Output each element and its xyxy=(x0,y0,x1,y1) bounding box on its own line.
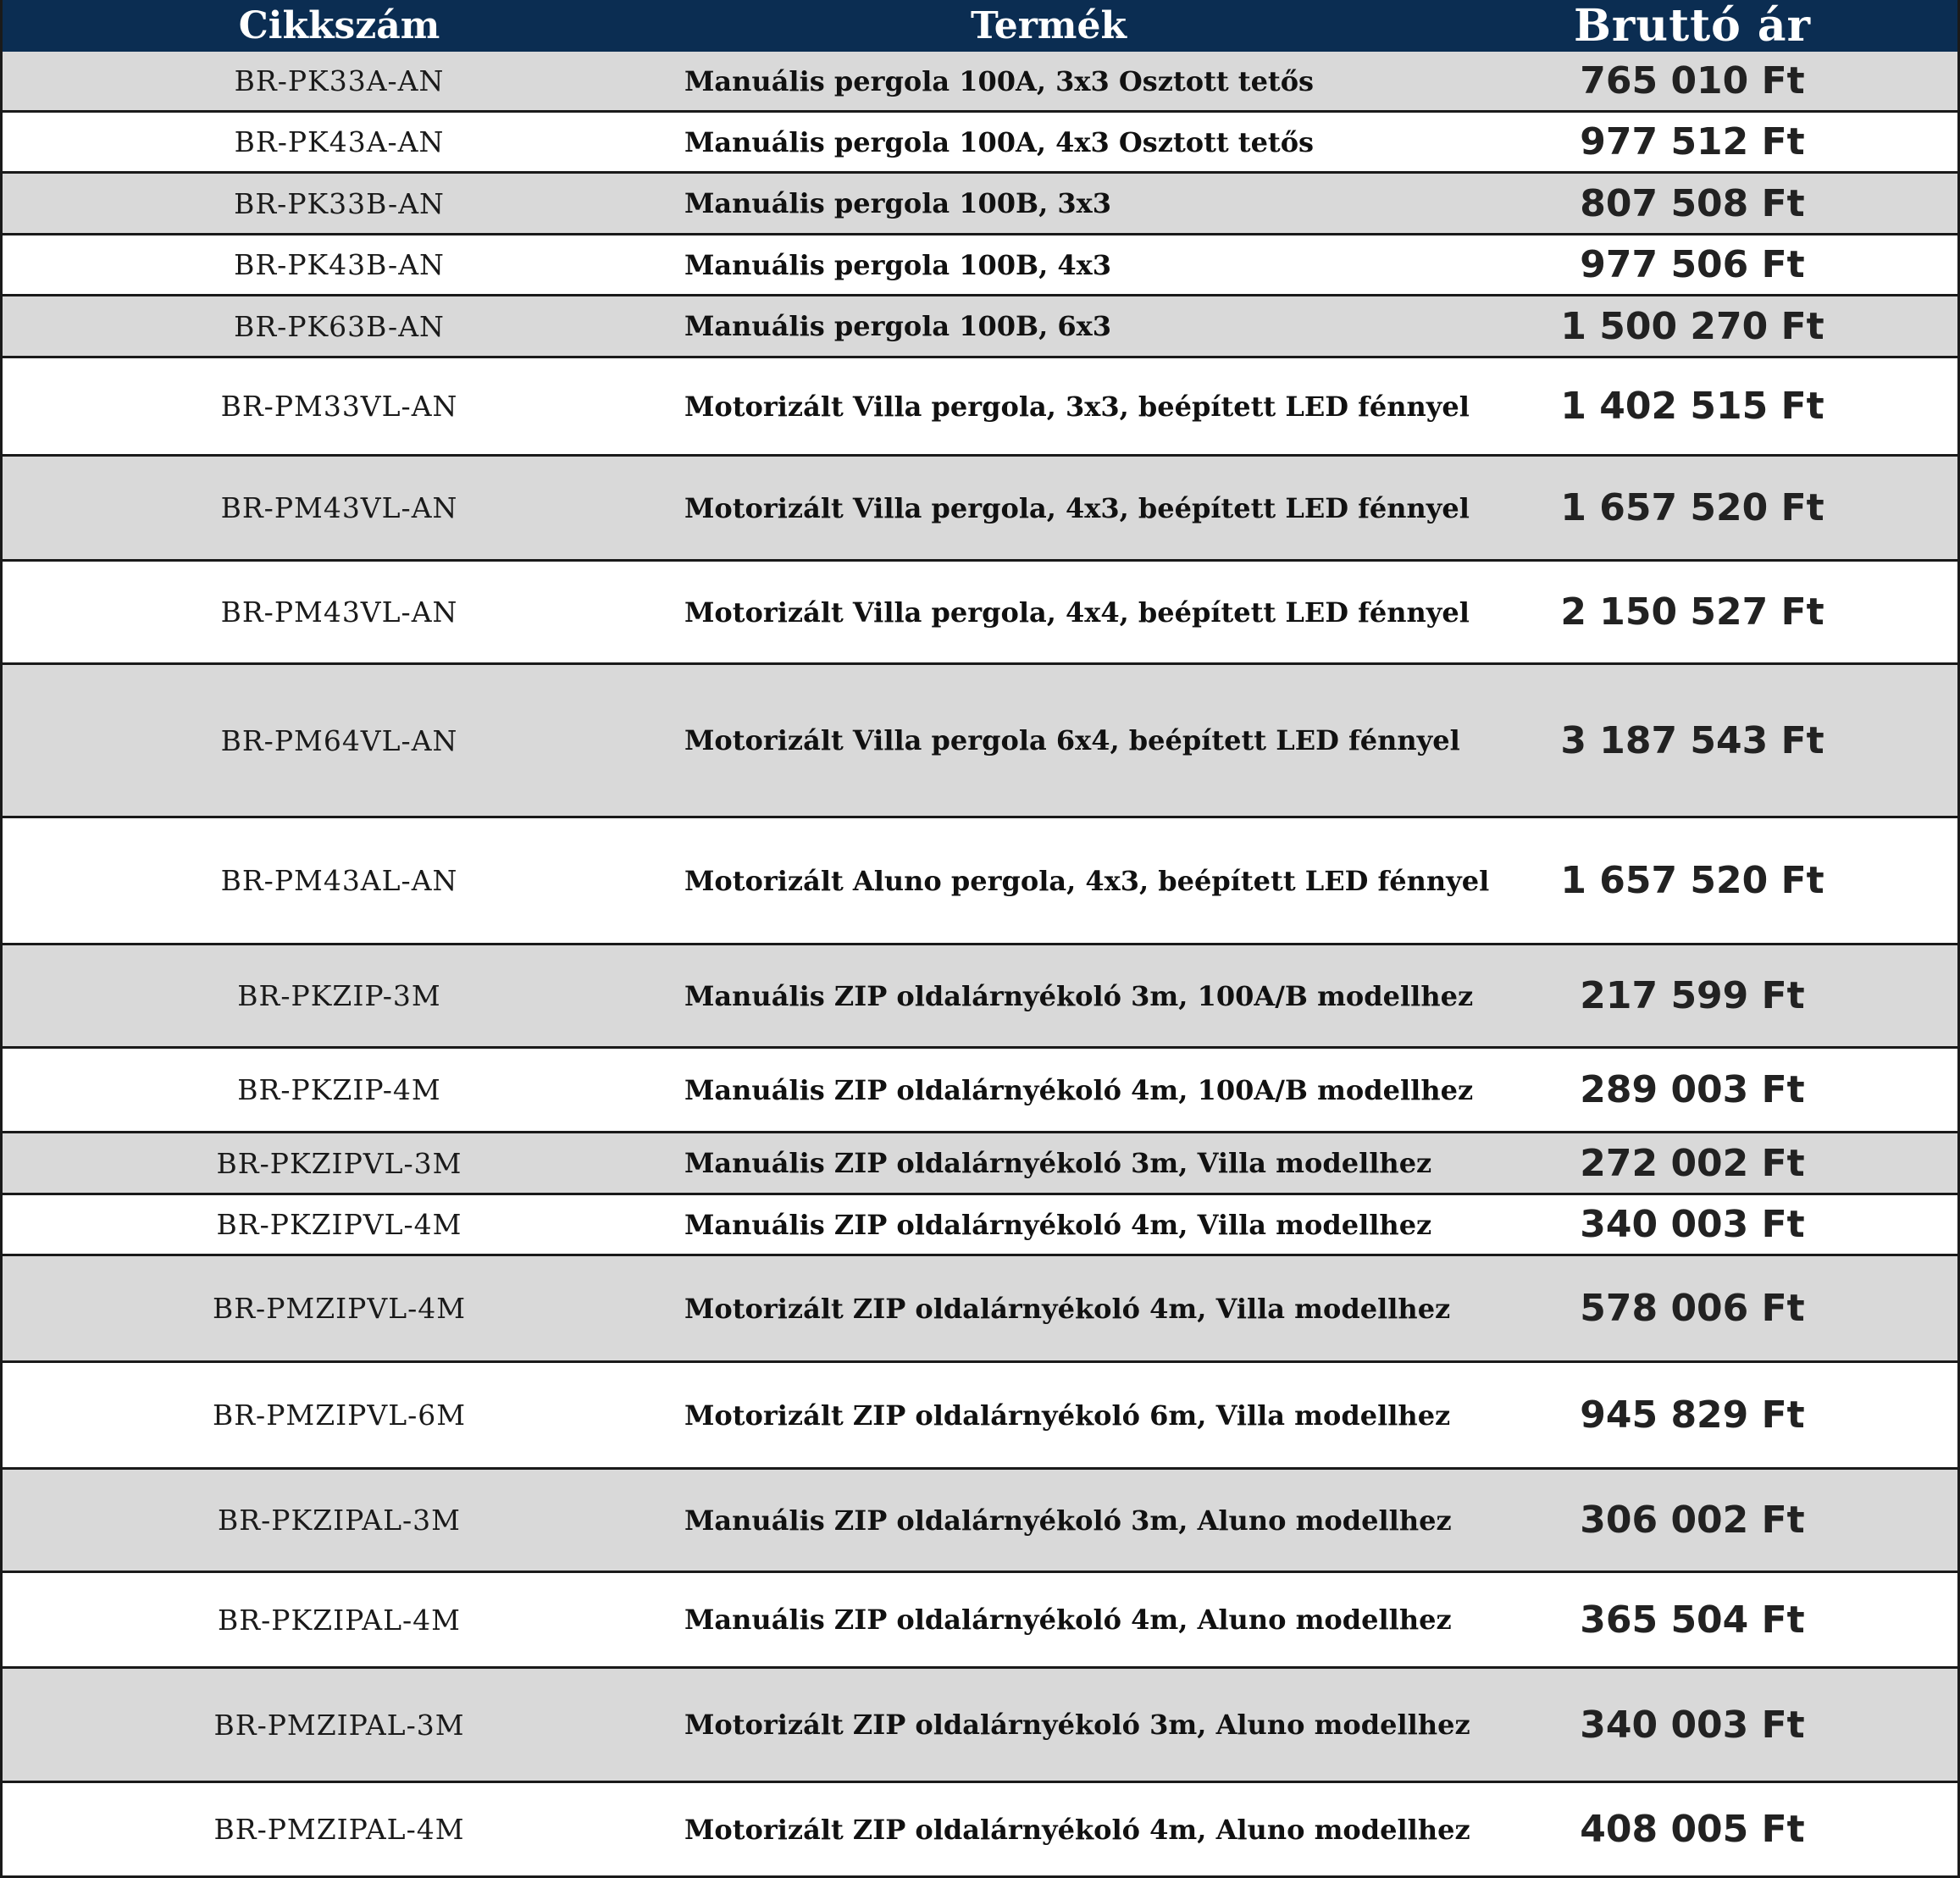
cell-code: BR-PM33VL-AN xyxy=(220,390,458,423)
cell-code: BR-PMZIPAL-4M xyxy=(213,1813,465,1846)
cell-product: Manuális pergola 100A, 3x3 Osztott tetős xyxy=(684,64,1315,97)
table-row xyxy=(3,113,1957,174)
cell-price: 340 003 Ft xyxy=(1580,1203,1805,1246)
table-row xyxy=(3,52,1957,113)
cell-price: 1 657 520 Ft xyxy=(1560,859,1824,902)
cell-product: Motorizált Villa pergola 6x4, beépített LED fénnyel xyxy=(684,724,1460,756)
table-row xyxy=(3,235,1957,296)
cell-price: 977 506 Ft xyxy=(1580,243,1805,286)
cell-code: BR-PMZIPVL-6M xyxy=(212,1399,467,1432)
cell-price: 1 500 270 Ft xyxy=(1560,304,1824,348)
cell-product: Motorizált ZIP oldalárnyékoló 4m, Villa modellhez xyxy=(684,1292,1451,1325)
cell-price: 289 003 Ft xyxy=(1580,1068,1805,1111)
cell-price: 977 512 Ft xyxy=(1580,120,1805,163)
header-code: Cikkszám xyxy=(238,4,440,47)
table-row xyxy=(3,1363,1957,1470)
table-row xyxy=(3,296,1957,358)
table-row xyxy=(3,1783,1957,1875)
cell-price: 306 002 Ft xyxy=(1580,1499,1805,1542)
cell-code: BR-PM43VL-AN xyxy=(220,491,458,524)
cell-price: 217 599 Ft xyxy=(1580,974,1805,1017)
cell-product: Motorizált ZIP oldalárnyékoló 3m, Aluno modellhez xyxy=(684,1709,1470,1741)
cell-code: BR-PK43A-AN xyxy=(234,125,445,158)
cell-product: Manuális ZIP oldalárnyékoló 3m, Villa modellhez xyxy=(684,1147,1432,1179)
header-product: Termék xyxy=(971,4,1127,47)
cell-product: Manuális pergola 100B, 3x3 xyxy=(684,187,1111,219)
table-row xyxy=(3,665,1957,818)
cell-product: Manuális ZIP oldalárnyékoló 4m, Aluno modellhez xyxy=(684,1604,1452,1636)
cell-product: Motorizált Villa pergola, 3x3, beépített LED fénnyel xyxy=(684,390,1470,423)
cell-price: 272 002 Ft xyxy=(1580,1141,1805,1185)
cell-code: BR-PK43B-AN xyxy=(234,248,445,281)
cell-product: Motorizált Aluno pergola, 4x3, beépített LED fénnyel xyxy=(684,864,1490,897)
table-row xyxy=(3,1133,1957,1195)
cell-code: BR-PKZIP-4M xyxy=(237,1073,441,1106)
table-row xyxy=(3,1256,1957,1363)
cell-price: 807 508 Ft xyxy=(1580,181,1805,225)
cell-product: Manuális ZIP oldalárnyékoló 3m, 100A/B modellhez xyxy=(684,979,1474,1012)
table-row xyxy=(3,562,1957,665)
cell-code: BR-PKZIPAL-4M xyxy=(218,1603,461,1637)
cell-code: BR-PKZIPAL-3M xyxy=(218,1504,461,1537)
cell-code: BR-PM43AL-AN xyxy=(220,864,458,897)
cell-price: 945 829 Ft xyxy=(1580,1393,1805,1437)
cell-price: 1 402 515 Ft xyxy=(1560,385,1824,428)
cell-price: 1 657 520 Ft xyxy=(1560,486,1824,529)
cell-price: 340 003 Ft xyxy=(1580,1703,1805,1747)
cell-code: BR-PMZIPVL-4M xyxy=(212,1292,467,1325)
cell-price: 408 005 Ft xyxy=(1580,1808,1805,1851)
cell-product: Manuális pergola 100B, 6x3 xyxy=(684,310,1111,342)
cell-code: BR-PM43VL-AN xyxy=(220,596,458,629)
cell-code: BR-PKZIP-3M xyxy=(237,979,441,1012)
table-row xyxy=(3,945,1957,1049)
cell-code: BR-PK63B-AN xyxy=(234,309,445,343)
cell-product: Manuális ZIP oldalárnyékoló 4m, 100A/B modellhez xyxy=(684,1073,1474,1106)
table-row xyxy=(3,1049,1957,1133)
cell-product: Manuális pergola 100B, 4x3 xyxy=(684,248,1111,281)
cell-code: BR-PK33A-AN xyxy=(234,64,445,97)
header-price: Bruttó ár xyxy=(1573,0,1812,52)
cell-code: BR-PKZIPVL-4M xyxy=(216,1208,462,1241)
table-row xyxy=(3,457,1957,562)
cell-code: BR-PKZIPVL-3M xyxy=(216,1146,462,1180)
cell-product: Motorizált ZIP oldalárnyékoló 4m, Aluno modellhez xyxy=(684,1813,1470,1846)
cell-product: Manuális ZIP oldalárnyékoló 3m, Aluno modellhez xyxy=(684,1504,1452,1537)
table-row xyxy=(3,1573,1957,1669)
table-row xyxy=(3,818,1957,945)
cell-product: Motorizált Villa pergola, 4x4, beépített LED fénnyel xyxy=(684,596,1470,629)
table-row xyxy=(3,358,1957,457)
table-row xyxy=(3,1669,1957,1783)
cell-product: Manuális pergola 100A, 4x3 Osztott tetős xyxy=(684,125,1315,158)
table-row xyxy=(3,174,1957,235)
table-row xyxy=(3,1195,1957,1256)
cell-price: 765 010 Ft xyxy=(1580,59,1805,102)
cell-product: Motorizált Villa pergola, 4x3, beépített LED fénnyel xyxy=(684,491,1470,524)
cell-price: 578 006 Ft xyxy=(1580,1287,1805,1330)
cell-code: BR-PM64VL-AN xyxy=(220,723,458,757)
cell-code: BR-PK33B-AN xyxy=(234,186,445,220)
cell-price: 3 187 543 Ft xyxy=(1560,718,1824,762)
cell-price: 365 504 Ft xyxy=(1580,1598,1805,1642)
cell-price: 2 150 527 Ft xyxy=(1560,590,1824,634)
table-row xyxy=(3,1470,1957,1573)
cell-product: Manuális ZIP oldalárnyékoló 4m, Villa modellhez xyxy=(684,1208,1432,1241)
table-header xyxy=(3,0,1957,52)
cell-code: BR-PMZIPAL-3M xyxy=(213,1708,465,1742)
cell-product: Motorizált ZIP oldalárnyékoló 6m, Villa modellhez xyxy=(684,1399,1451,1432)
